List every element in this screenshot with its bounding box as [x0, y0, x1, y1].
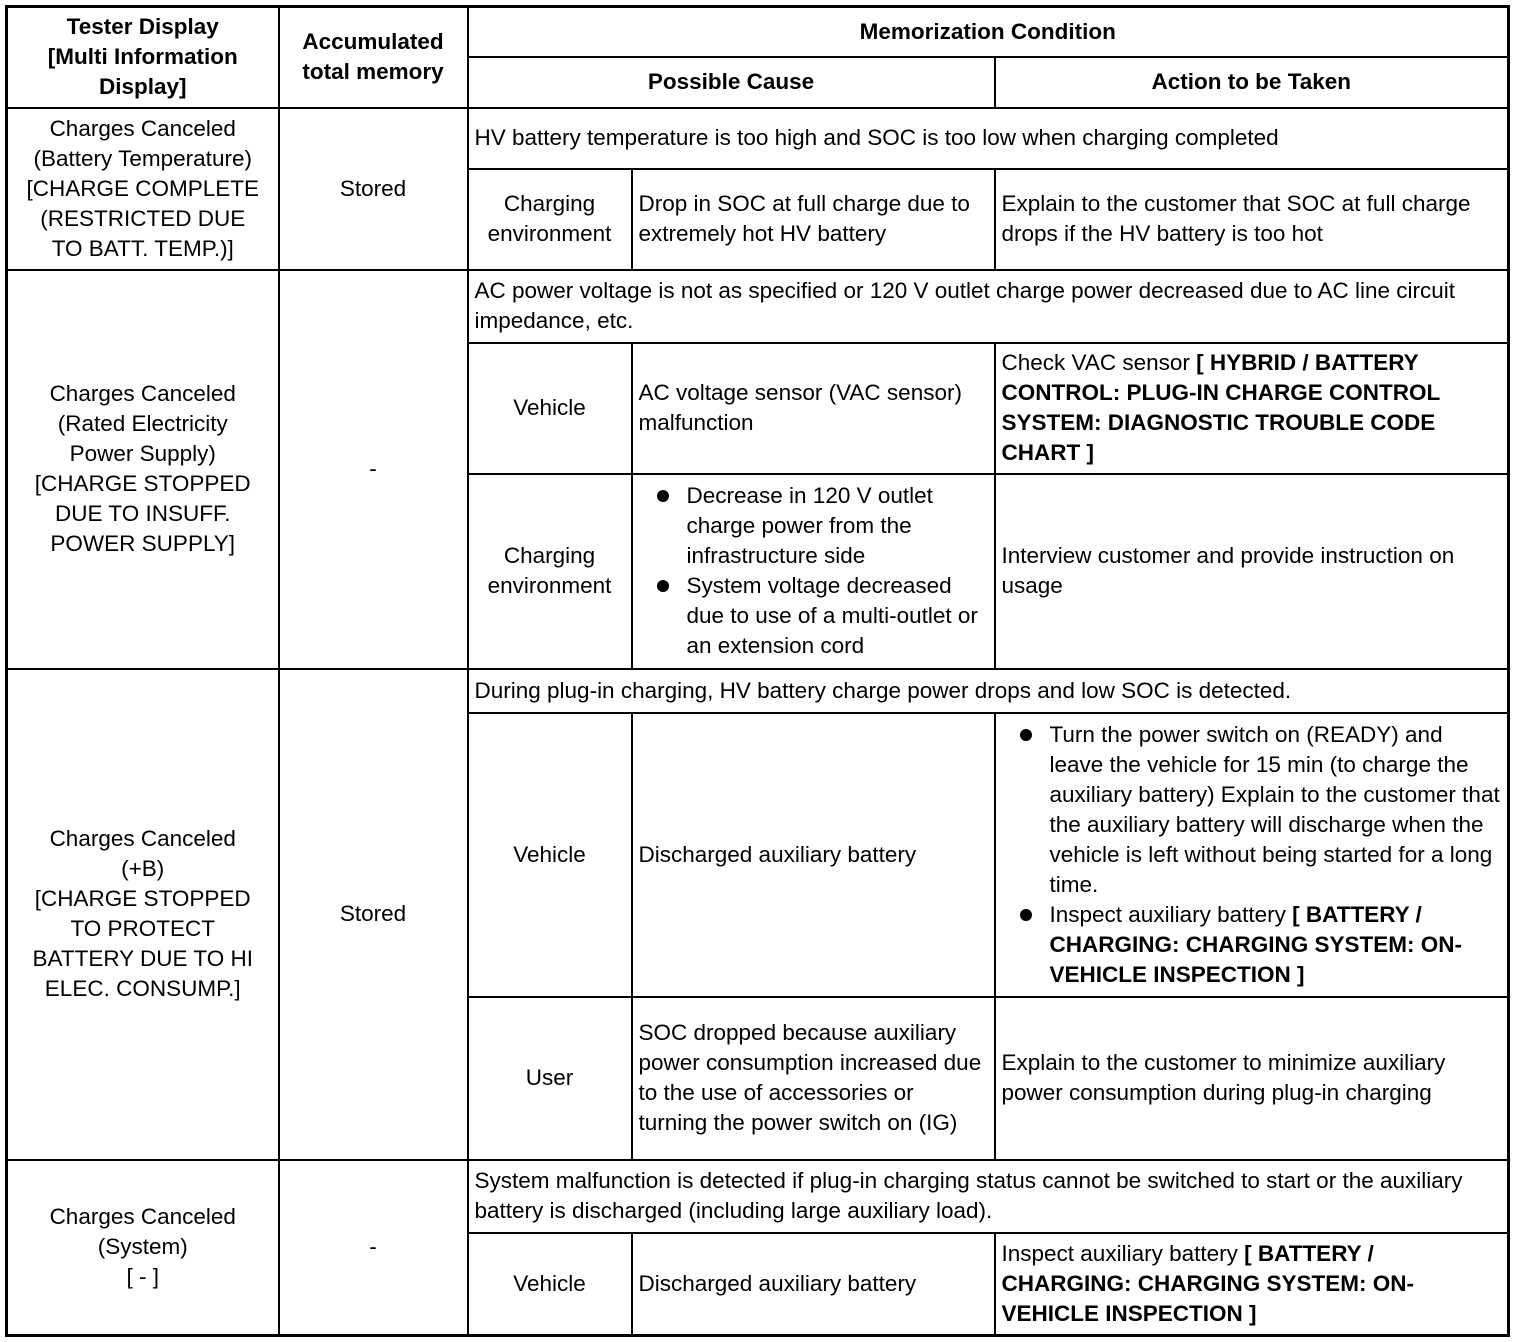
- cause-bullet-list: [639, 481, 988, 661]
- action-cell: Explain to the customer that SOC at full charge drops if the HV battery is too hot: [995, 169, 1509, 270]
- possible-cause-cell: Drop in SOC at full charge due to extremely hot HV battery: [632, 169, 995, 270]
- tester-display-cell: Charges Canceled (System) [ - ]: [7, 1160, 279, 1336]
- cause-category-cell: Vehicle: [468, 343, 632, 474]
- memorization-condition-table: [5, 5, 1510, 1337]
- tester-display-cell: Charges Canceled (Battery Temperature) [CHARGE COMPLETE (RESTRICTED DUE TO BATT. TEMP.)]: [7, 108, 279, 270]
- list-item: Turn the power switch on (READY) and leave the vehicle for 15 min (to charge the auxiliary battery) Explain to the customer that the auxiliary battery will discharge when the vehicle is left without being started for a long time.: [1002, 720, 1502, 900]
- tester-display-cell: Charges Canceled (Rated Electricity Power Supply) [CHARGE STOPPED DUE TO INSUFF. POWER SUPPLY]: [7, 270, 279, 669]
- memory-cell: Stored: [279, 669, 468, 1160]
- tester-display-cell: Charges Canceled (+B) [CHARGE STOPPED TO PROTECT BATTERY DUE TO HI ELEC. CONSUMP.]: [7, 669, 279, 1160]
- possible-cause-cell: SOC dropped because auxiliary power consumption increased due to the use of accessories or turning the power switch on (IG): [632, 997, 995, 1160]
- header-accumulated-total-memory: Accumulated total memory: [279, 7, 468, 108]
- header-action-to-be-taken: Action to be Taken: [995, 57, 1509, 108]
- list-item: Decrease in 120 V outlet charge power from the infrastructure side: [639, 481, 988, 571]
- memory-cell: -: [279, 270, 468, 669]
- cause-category-cell: Charging environment: [468, 474, 632, 669]
- action-cell: Interview customer and provide instruction on usage: [995, 474, 1509, 669]
- header-possible-cause: Possible Cause: [468, 57, 995, 108]
- cause-category-cell: Charging environment: [468, 169, 632, 270]
- action-cell: [995, 713, 1509, 997]
- memory-cell: -: [279, 1160, 468, 1336]
- cause-category-cell: Vehicle: [468, 1233, 632, 1336]
- action-cell: Inspect auxiliary battery [ BATTERY / CHARGING: CHARGING SYSTEM: ON-VEHICLE INSPECTION ]: [995, 1233, 1509, 1336]
- condition-cell: HV battery temperature is too high and SOC is too low when charging completed: [468, 108, 1509, 169]
- action-bullet-list: [1002, 720, 1502, 990]
- possible-cause-cell: [632, 474, 995, 669]
- list-item: Inspect auxiliary battery [ BATTERY / CHARGING: CHARGING SYSTEM: ON-VEHICLE INSPECTION ]: [1002, 900, 1502, 990]
- memory-cell: Stored: [279, 108, 468, 270]
- possible-cause-cell: Discharged auxiliary battery: [632, 1233, 995, 1336]
- cause-category-cell: Vehicle: [468, 713, 632, 997]
- condition-cell: AC power voltage is not as specified or 120 V outlet charge power decreased due to AC line circuit impedance, etc.: [468, 270, 1509, 343]
- header-memorization-condition: Memorization Condition: [468, 7, 1509, 57]
- reference-link[interactable]: [ BATTERY / CHARGING: CHARGING SYSTEM: ON-VEHICLE INSPECTION ]: [1001, 1240, 1414, 1326]
- action-cell: Explain to the customer to minimize auxiliary power consumption during plug-in charging: [995, 997, 1509, 1160]
- header-tester-display: Tester Display [Multi Information Display]: [7, 7, 279, 108]
- action-cell: Check VAC sensor [ HYBRID / BATTERY CONTROL: PLUG-IN CHARGE CONTROL SYSTEM: DIAGNOSTIC TROUBLE CODE CHART ]: [995, 343, 1509, 474]
- reference-link[interactable]: [ HYBRID / BATTERY CONTROL: PLUG-IN CHARGE CONTROL SYSTEM: DIAGNOSTIC TROUBLE CODE CHART ]: [1001, 350, 1440, 465]
- possible-cause-cell: AC voltage sensor (VAC sensor) malfunction: [632, 343, 995, 474]
- condition-cell: System malfunction is detected if plug-in charging status cannot be switched to start or the auxiliary battery is discharged (including large auxiliary load).: [468, 1160, 1509, 1233]
- list-item: System voltage decreased due to use of a multi-outlet or an extension cord: [639, 571, 988, 661]
- possible-cause-cell: Discharged auxiliary battery: [632, 713, 995, 997]
- reference-link[interactable]: [ BATTERY / CHARGING: CHARGING SYSTEM: ON-VEHICLE INSPECTION ]: [1049, 901, 1462, 987]
- cause-category-cell: User: [468, 997, 632, 1160]
- condition-cell: During plug-in charging, HV battery charge power drops and low SOC is detected.: [468, 669, 1509, 713]
